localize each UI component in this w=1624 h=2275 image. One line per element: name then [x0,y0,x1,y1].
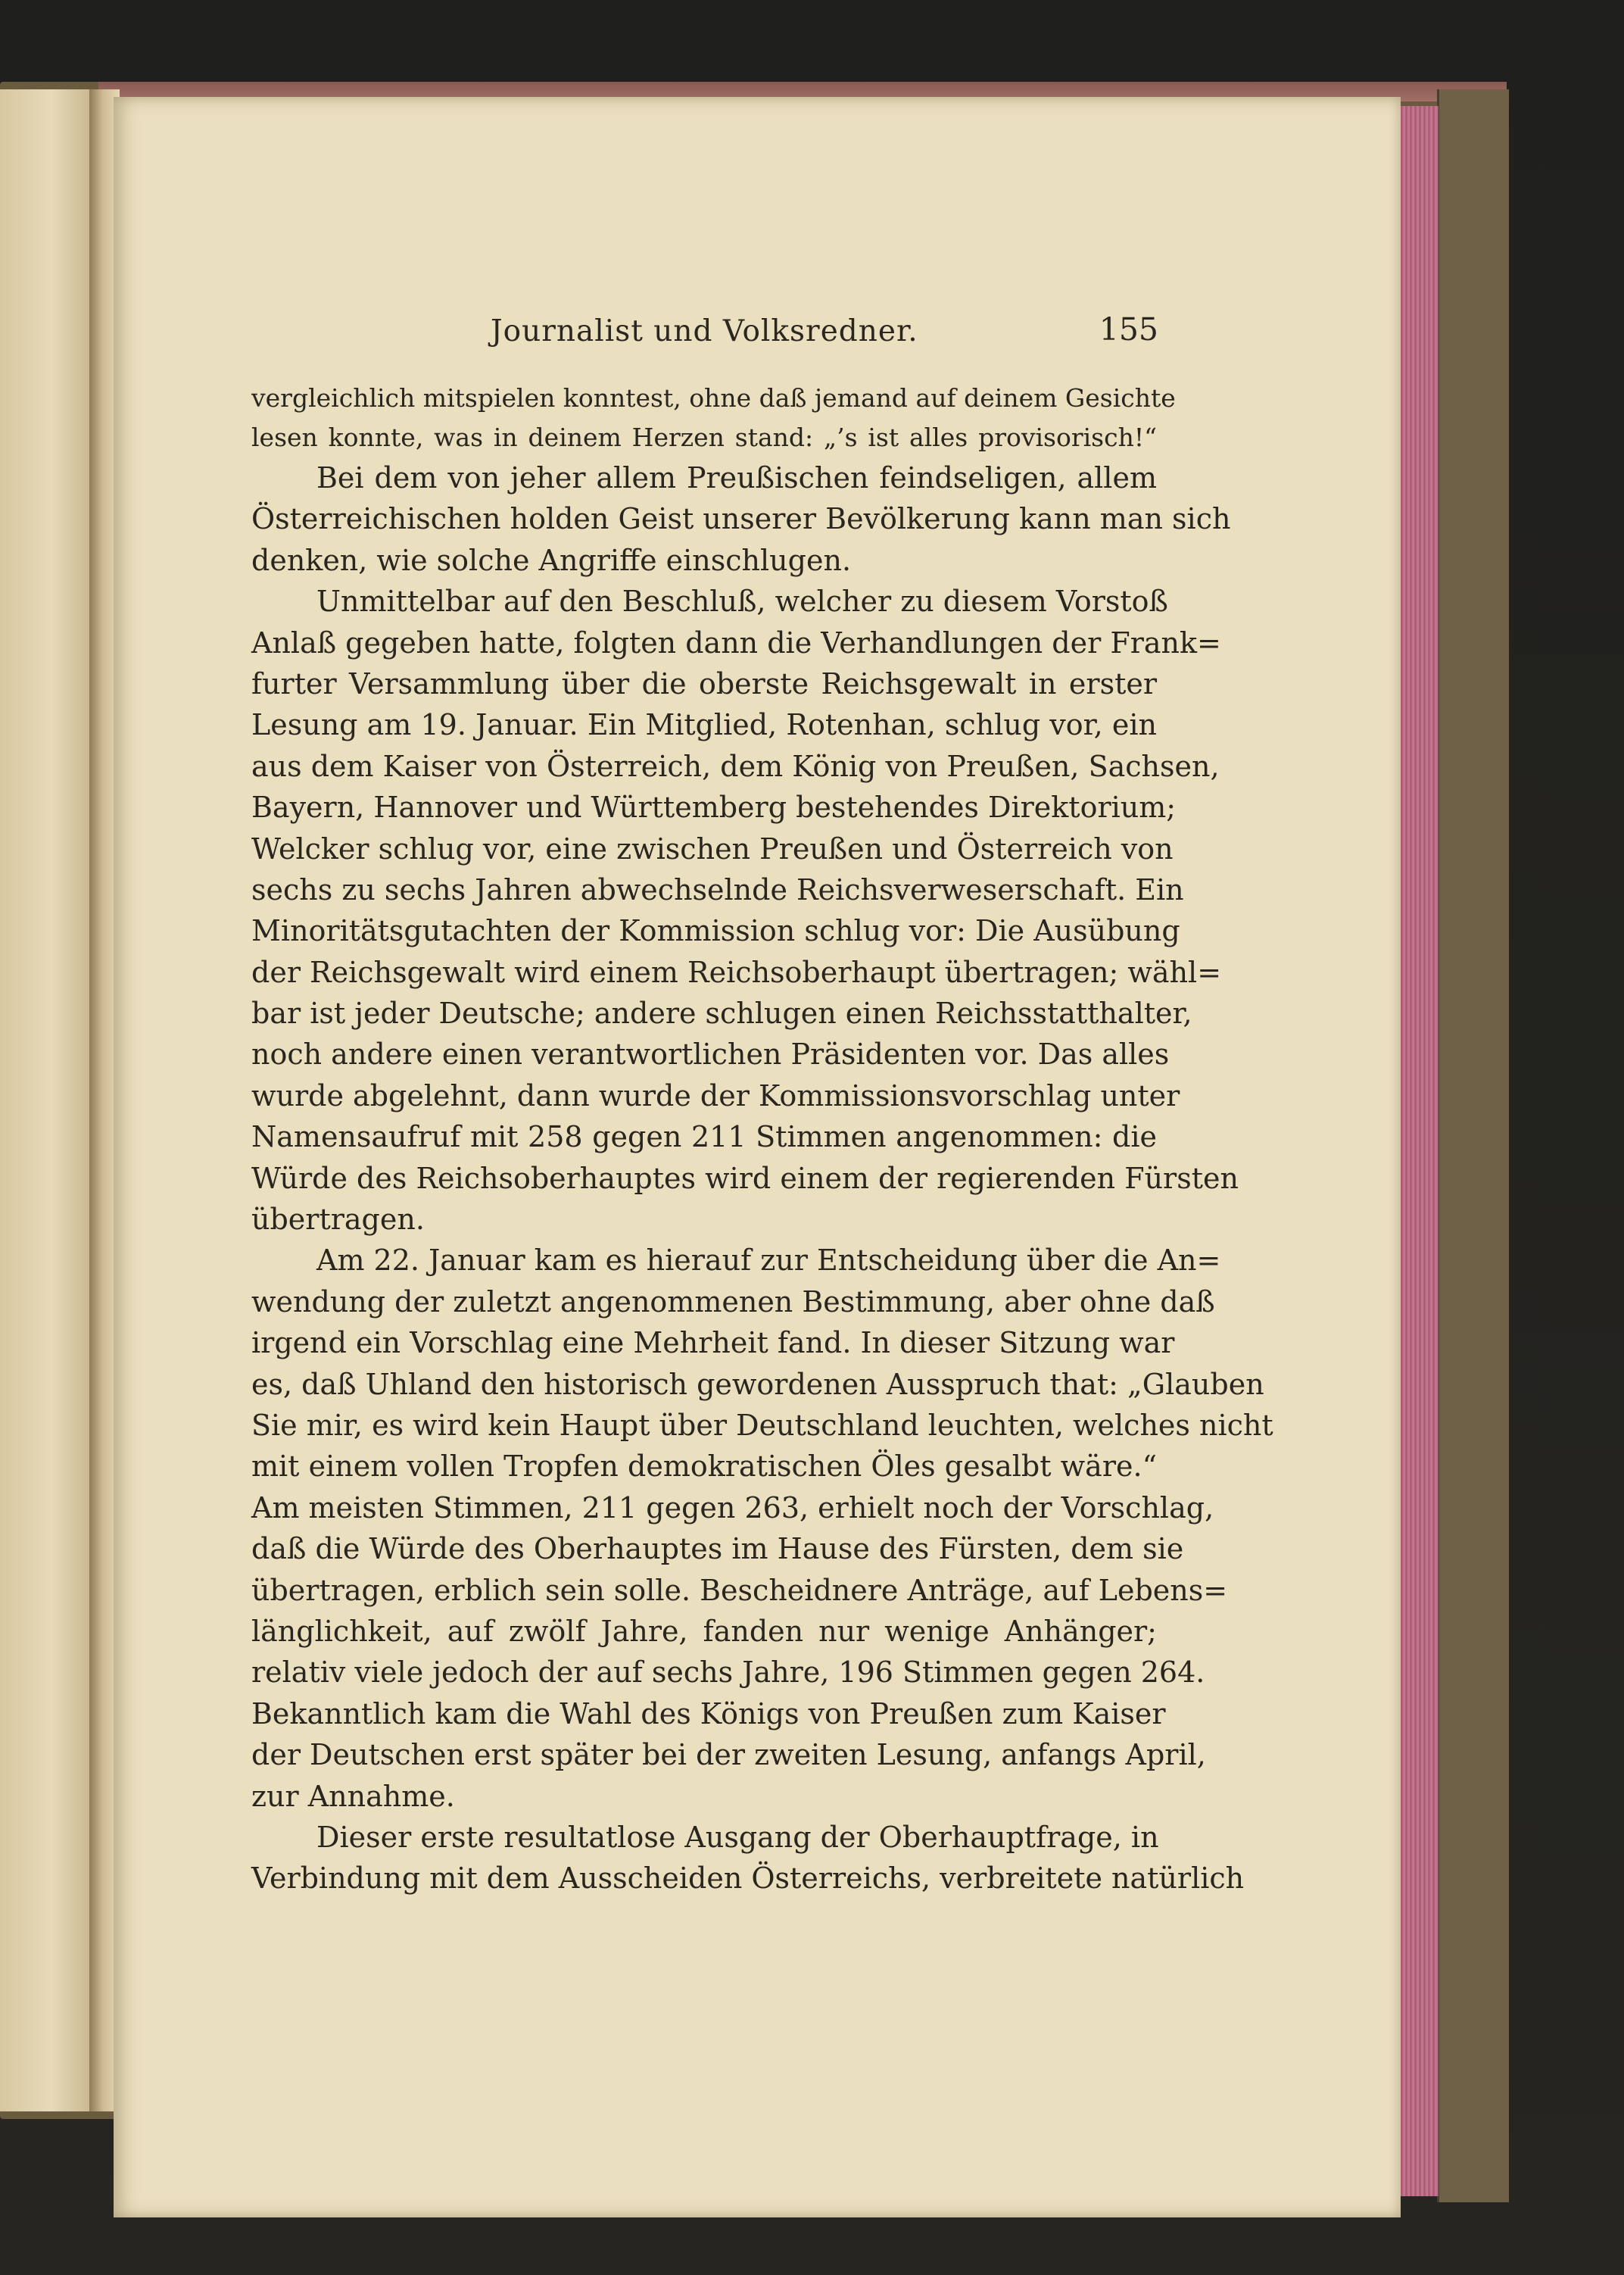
text-line: relativ viele jedoch der auf sechs Jahre, 196 Stimmen gegen 264. [251,1656,1205,1690]
text-line: sechs zu sechs Jahren abwechselnde Reichsverweserschaft. Ein [251,872,1184,907]
text-line: zur Annahme. [251,1779,455,1813]
text-line: Am 22. Januar kam es hierauf zur Entscheidung über die An= [316,1244,1221,1278]
footnote-line: vergleichlich mitspielen konntest, ohne daß jemand auf deinem Gesichte [251,383,1176,413]
text-line: Bei dem von jeher allem Preußischen feindseligen, allem [316,461,1157,495]
text-line: aus dem Kaiser von Österreich, dem König von Preußen, Sachsen, [251,749,1220,783]
text-line: Österreichischen holden Geist unserer Bevölkerung kann man sich [251,502,1231,536]
text-line: Würde des Reichsoberhauptes wird einem der regierenden Fürsten [251,1161,1239,1195]
page-number: 155 [1099,311,1158,348]
book-spine-board [1437,89,1509,2202]
text-line: Bayern, Hannover und Württemberg bestehendes Direktorium; [251,791,1177,825]
page-text [251,379,1273,1899]
text-line: Minoritätsgutachten der Kommission schlug vor: Die Ausübung [251,914,1180,948]
text-line: länglichkeit, auf zwölf Jahre, fanden nur wenige Anhänger; [251,1614,1157,1648]
text-line: furter Versammlung über die oberste Reichsgewalt in erster [251,666,1157,701]
text-line: mit einem vollen Tropfen demokratischen Öles gesalbt wäre.“ [251,1450,1157,1484]
footnote-line: lesen konnte, was in deinem Herzen stand: „’s ist alles provisorisch!“ [251,423,1157,452]
text-line: Anlaß gegeben hatte, folgten dann die Verhandlungen der Frank= [251,626,1221,660]
text-line: Am meisten Stimmen, 211 gegen 263, erhielt noch der Vorschlag, [251,1490,1214,1524]
text-line: Verbindung mit dem Ausscheiden Österreichs, verbreitete natürlich [251,1862,1245,1896]
text-line: es, daß Uhland den historisch gewordenen Ausspruch that: „Glauben [251,1367,1264,1401]
text-line: der Reichsgewalt wird einem Reichsoberhaupt übertragen; wähl= [251,955,1222,989]
text-line: Dieser erste resultatlose Ausgang der Oberhauptfrage, in [316,1820,1159,1854]
text-line: Namensaufruf mit 258 gegen 211 Stimmen angenommen: die [251,1120,1157,1154]
running-title: Journalist und Volksredner. [491,314,918,348]
text-line: Bekanntlich kam die Wahl des Königs von Preußen zum Kaiser [251,1696,1166,1730]
left-page-edge [0,89,94,2111]
text-line: übertragen, erblich sein solle. Bescheidnere Anträge, auf Lebens= [251,1573,1228,1607]
text-line: noch andere einen verantwortlichen Präsidenten vor. Das alles [251,1038,1170,1072]
text-line: wendung der zuletzt angenommenen Bestimmung, aber ohne daß [251,1284,1215,1319]
text-line: daß die Würde des Oberhauptes im Hause des Fürsten, dem sie [251,1532,1184,1566]
text-line: Welcker schlug vor, eine zwischen Preußen und Österreich von [251,832,1174,866]
text-line: denken, wie solche Angriffe einschlugen. [251,543,852,577]
text-line: irgend ein Vorschlag eine Mehrheit fand. In dieser Sitzung war [251,1326,1175,1360]
text-line: bar ist jeder Deutsche; andere schlugen einen Reichsstatthalter, [251,997,1192,1031]
text-line: Sie mir, es wird kein Haupt über Deutschland leuchten, welches nicht [251,1408,1273,1442]
page-header [250,311,1158,352]
text-line: Unmittelbar auf den Beschluß, welcher zu diesem Vorstoß [316,585,1168,619]
text-line: wurde abgelehnt, dann wurde der Kommissionsvorschlag unter [251,1078,1180,1113]
text-line: der Deutschen erst später bei der zweiten Lesung, anfangs April, [251,1738,1206,1772]
text-line: übertragen. [251,1203,425,1237]
text-line: Lesung am 19. Januar. Ein Mitglied, Rotenhan, schlug vor, ein [251,708,1157,742]
